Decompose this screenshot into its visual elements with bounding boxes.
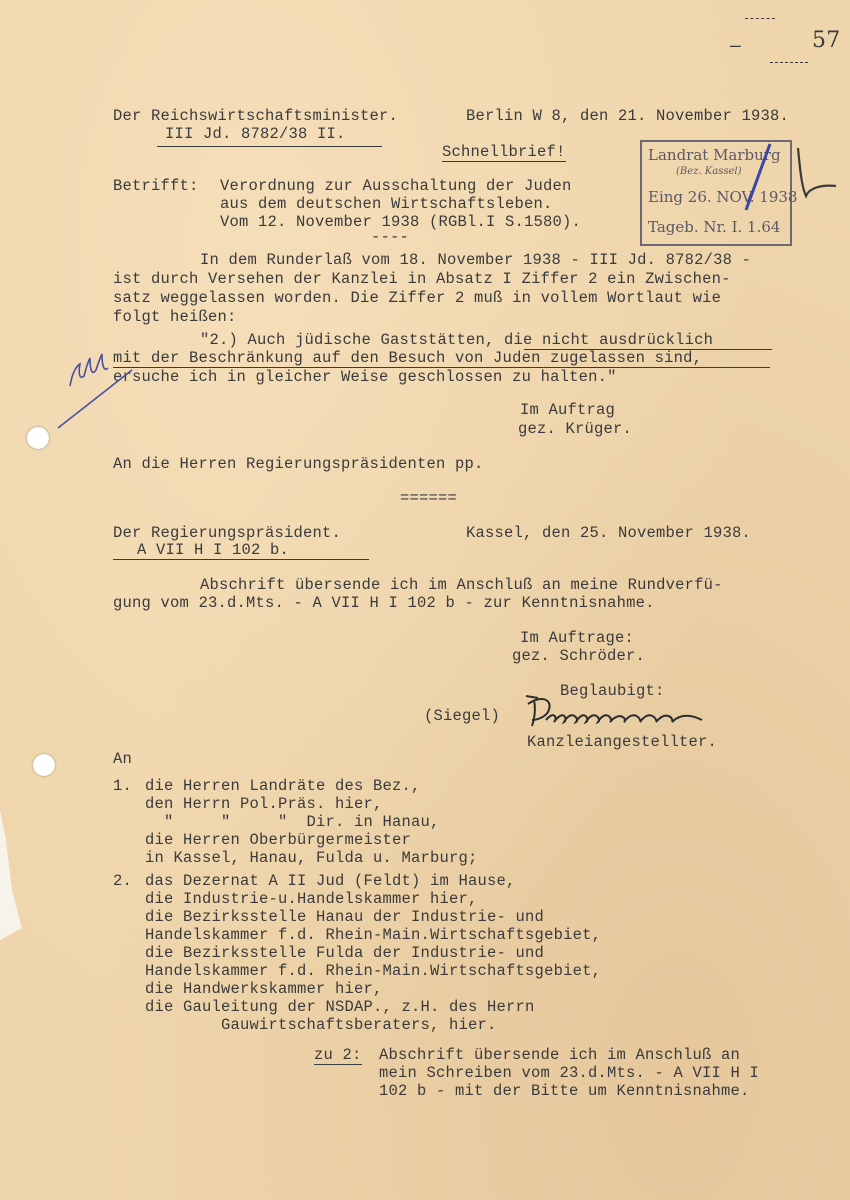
item-2-line-9: Gauwirtschaftsberaters, hier. [145,1016,497,1034]
body-line-1: In dem Runderlaß vom 18. November 1938 - III Jd. 8782/38 - [200,251,752,269]
item-1-line-1: die Herren Landräte des Bez., [145,777,421,795]
item-1-line-2: den Herrn Pol.Präs. hier, [145,795,383,813]
signature-1-line-1: Im Auftrag [520,401,616,419]
punch-hole-top [27,427,49,449]
section-2-text-line-2: gung vom 23.d.Mts. - A VII H I 102 b - zur Kenntnisnahme. [113,594,655,612]
footnote-line-1: Abschrift übersende ich im Anschluß an [379,1046,741,1064]
stamp-journal-number: Tageb. Nr. I. 1.64 [648,218,781,236]
top-dash: — [730,37,742,57]
top-dashes-2 [770,62,808,63]
handwritten-signature [524,690,724,735]
signature-1-line-2: gez. Krüger. [518,420,633,438]
top-dashes [745,18,775,19]
item-1-line-4: die Herren Oberbürgermeister [145,831,412,849]
subject-label: Betrifft: [113,177,199,195]
margin-annotation [50,340,140,435]
section-divider: ====== [400,489,458,507]
place-date: Berlin W 8, den 21. November 1938. [466,107,790,125]
subject-line-2: aus dem deutschen Wirtschaftsleben. [220,195,553,213]
body-line-3: satz weggelassen worden. Die Ziffer 2 muß in vollem Wortlaut wie [113,289,722,307]
body-line-2: ist durch Versehen der Kanzlei in Absatz I Ziffer 2 ein Zwischen- [113,270,731,288]
quote-line-3: ersuche ich in gleicher Weise geschlossen zu halten." [113,368,617,386]
footnote-line-3: 102 b - mit der Bitte um Kenntnisnahme. [379,1082,750,1100]
item-1-line-3: " " " Dir. in Hanau, [145,813,440,831]
item-2-line-4: Handelskammer f.d. Rhein-Main.Wirtschaftsgebiet, [145,926,602,944]
distribution-heading: An [113,750,133,768]
item-1-line-5: in Kassel, Hanau, Fulda u. Marburg; [145,849,478,867]
item-1-number: 1. [113,777,133,795]
signature-2-line-1: Im Auftrage: [520,629,635,647]
clerk-title: Kanzleiangestellter. [527,733,718,751]
seal-label: (Siegel) [424,707,501,725]
item-2-line-7: die Handwerkskammer hier, [145,980,383,998]
stamp-office: Landrat Marburg [648,146,781,164]
stamp-received-date: Eing 26. NOV. 1938 [648,188,798,206]
subject-line-3: Vom 12. November 1938 (RGBl.I S.1580). [220,213,582,231]
certified-label: Beglaubigt: [560,682,665,700]
section-2-file-number: A VII H I 102 b. [137,541,290,559]
handwritten-check-mark [740,140,840,230]
file-number-underline [157,146,382,147]
section-2-place-date: Kassel, den 25. November 1938. [466,524,752,542]
subject-separator: ---- [371,228,410,246]
urgent-mark: Schnellbrief! [442,143,566,161]
item-2-line-6: Handelskammer f.d. Rhein-Main.Wirtschaftsgebiet, [145,962,602,980]
section-2-text-line-1: Abschrift übersende ich im Anschluß an meine Rundverfü- [200,576,723,594]
signature-2-line-2: gez. Schröder. [512,647,646,665]
item-2-line-8: die Gauleitung der NSDAP., z.H. des Herrn [145,998,535,1016]
item-2-line-2: die Industrie-u.Handelskammer hier, [145,890,478,908]
item-2-line-1: das Dezernat A II Jud (Feldt) im Hause, [145,872,516,890]
stamp-district: (Bez. Kassel) [676,166,742,177]
quote-line-2: mit der Beschränkung auf den Besuch von Juden zugelassen sind, [113,349,703,367]
subject-line-1: Verordnung zur Ausschaltung der Juden [220,177,572,195]
quote-line-1: "2.) Auch jüdische Gaststätten, die nicht ausdrücklich [200,331,714,349]
item-2-line-3: die Bezirksstelle Hanau der Industrie- und [145,908,545,926]
section-2-file-underline [113,559,369,560]
sender: Der Reichswirtschaftsminister. [113,107,399,125]
file-number: III Jd. 8782/38 II. [165,125,346,143]
section-2-sender: Der Regierungspräsident. [113,524,342,542]
body-line-4: folgt heißen: [113,308,237,326]
footnote-label: zu 2: [314,1046,362,1064]
footnote-line-2: mein Schreiben vom 23.d.Mts. - A VII H I [379,1064,760,1082]
page-number: 57 [812,28,841,53]
recipient-line: An die Herren Regierungspräsidenten pp. [113,455,484,473]
punch-hole-bottom [33,754,55,776]
item-2-line-5: die Bezirksstelle Fulda der Industrie- und [145,944,545,962]
item-2-number: 2. [113,872,133,890]
paper-edge-tear [0,800,40,940]
